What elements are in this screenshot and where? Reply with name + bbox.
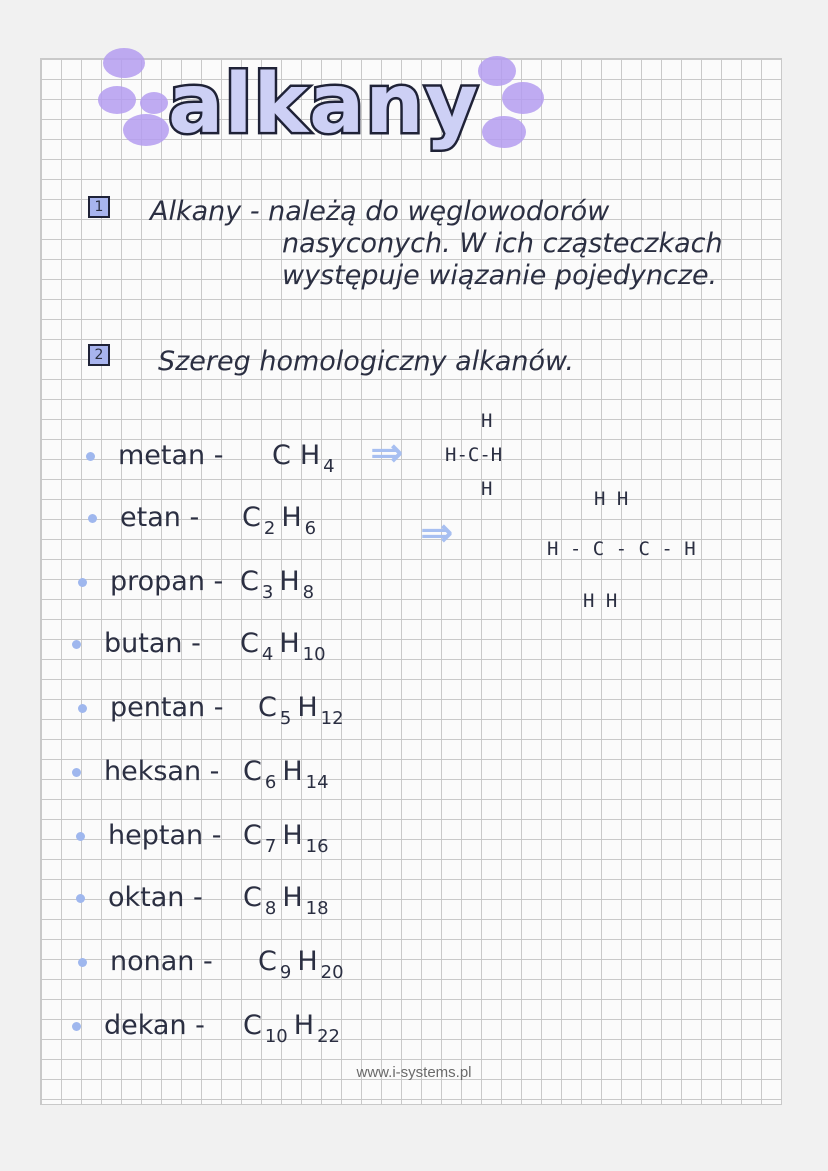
flower-blob — [140, 92, 168, 114]
flower-blob — [478, 56, 516, 86]
formula-hydrogen-count: 8 — [302, 582, 315, 603]
formula-hydrogen: H — [293, 1010, 315, 1041]
alkane-formula — [243, 756, 335, 793]
formula-carbon-count: 8 — [264, 898, 277, 919]
formula-hydrogen: H — [279, 566, 300, 597]
alkane-formula — [242, 502, 322, 539]
formula-carbon: C — [243, 1010, 262, 1041]
bullet-icon — [72, 768, 81, 777]
alkane-formula — [258, 946, 350, 983]
formula-hydrogen-count: 16 — [305, 836, 329, 857]
bullet-icon — [86, 452, 95, 461]
formula-carbon: C — [243, 882, 262, 913]
formula-hydrogen: H — [297, 946, 318, 977]
ethane-structure-top: H H — [594, 488, 629, 510]
formula-hydrogen-count: 14 — [305, 772, 329, 793]
formula-carbon: C — [258, 692, 277, 723]
formula-carbon-count: 6 — [264, 772, 277, 793]
formula-hydrogen-count: 20 — [320, 962, 344, 983]
alkane-name: nonan - — [110, 946, 213, 977]
alkane-name: heptan - — [108, 820, 222, 851]
formula-hydrogen-count: 10 — [302, 644, 326, 665]
formula-hydrogen: H — [282, 882, 303, 913]
formula-carbon: C — [242, 502, 261, 533]
alkane-formula — [240, 566, 320, 603]
definition-line-2: nasyconych. W ich cząsteczkach — [282, 228, 723, 259]
formula-hydrogen: H — [281, 502, 302, 533]
section-heading: Szereg homologiczny alkanów. — [158, 346, 574, 377]
formula-carbon-count: 2 — [263, 518, 276, 539]
formula-hydrogen-count: 4 — [323, 456, 335, 477]
alkane-name: butan - — [104, 628, 201, 659]
flower-blob — [103, 48, 145, 78]
alkane-name: heksan - — [104, 756, 220, 787]
section-number-badge: 2 — [88, 344, 110, 366]
bullet-icon — [76, 832, 85, 841]
formula-carbon: C — [240, 628, 259, 659]
alkane-formula — [243, 820, 335, 857]
formula-carbon: C — [243, 756, 262, 787]
formula-hydrogen-count: 22 — [317, 1026, 340, 1047]
alkane-formula — [243, 882, 335, 919]
page-title: alkany — [168, 57, 480, 152]
alkane-name: propan - — [110, 566, 224, 597]
formula-carbon-count: 4 — [261, 644, 274, 665]
methane-structure-bottom: H — [481, 478, 493, 500]
flower-blob — [98, 86, 136, 114]
bullet-icon — [76, 894, 85, 903]
methane-structure-middle: H-C-H — [445, 444, 503, 466]
formula-hydrogen-count: 12 — [320, 708, 344, 729]
formula-hydrogen: H — [299, 440, 321, 471]
formula-hydrogen: H — [297, 692, 318, 723]
definition-line-1: Alkany - należą do węglowodorów — [150, 196, 610, 227]
formula-carbon: C — [240, 566, 259, 597]
formula-carbon-count: 10 — [264, 1026, 288, 1047]
formula-hydrogen-count: 6 — [304, 518, 317, 539]
formula-carbon-count: 9 — [279, 962, 292, 983]
flower-blob — [123, 114, 169, 146]
formula-carbon: C — [243, 820, 262, 851]
arrow-icon: ⇒ — [420, 510, 454, 556]
alkane-formula — [240, 628, 332, 665]
formula-carbon-count: 7 — [264, 836, 277, 857]
formula-hydrogen: H — [279, 628, 300, 659]
alkane-formula — [243, 1010, 346, 1047]
formula-carbon-count: 3 — [261, 582, 274, 603]
bullet-icon — [88, 514, 97, 523]
formula-hydrogen-count: 18 — [305, 898, 329, 919]
bullet-icon — [72, 1022, 81, 1031]
alkane-name: etan - — [120, 502, 200, 533]
ethane-structure-bottom: H H — [583, 590, 618, 612]
formula-carbon: C — [258, 946, 277, 977]
alkane-name: dekan - — [104, 1010, 205, 1041]
methane-structure-top: H — [481, 410, 493, 432]
formula-carbon-count: 5 — [279, 708, 292, 729]
bullet-icon — [78, 578, 87, 587]
alkane-formula — [258, 692, 350, 729]
bullet-icon — [78, 958, 87, 967]
ethane-structure-middle: H - C - C - H — [547, 538, 696, 560]
definition-line-3: występuje wiązanie pojedyncze. — [282, 260, 718, 291]
formula-hydrogen: H — [282, 756, 303, 787]
alkane-name: oktan - — [108, 882, 203, 913]
arrow-icon: ⇒ — [370, 430, 404, 476]
flower-blob — [482, 116, 526, 148]
formula-carbon: C — [272, 440, 291, 471]
bullet-icon — [78, 704, 87, 713]
formula-hydrogen: H — [282, 820, 303, 851]
flower-blob — [502, 82, 544, 114]
section-number-badge: 1 — [88, 196, 110, 218]
watermark: www.i-systems.pl — [356, 1064, 472, 1081]
alkane-formula — [272, 440, 341, 477]
alkane-name: metan - — [118, 440, 224, 471]
bullet-icon — [72, 640, 81, 649]
alkane-name: pentan - — [110, 692, 224, 723]
